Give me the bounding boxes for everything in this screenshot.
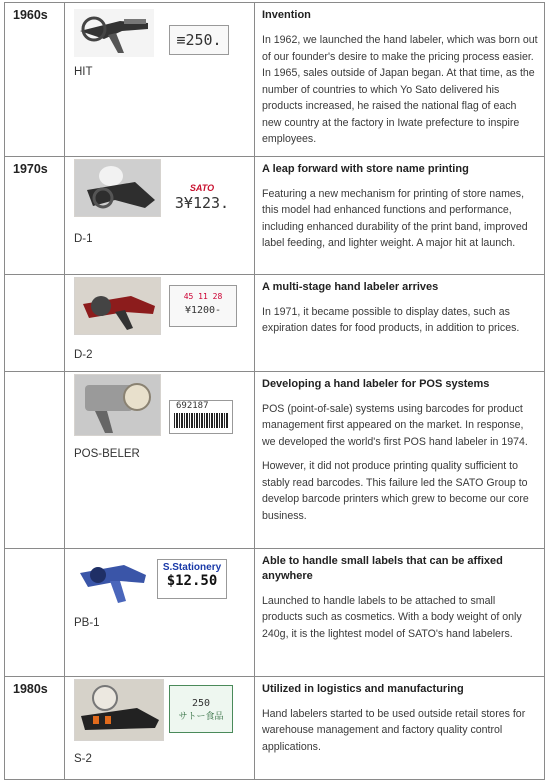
labeler-photo-pos-beler [74, 374, 161, 436]
row-paragraph: In 1971, it became possible to display dates, such as expiration dates for food products, in addition to prices. [262, 305, 520, 334]
label-sample-d1: SATO 3¥123. [169, 183, 235, 217]
model-name: PB-1 [74, 616, 100, 629]
label-sample-hit: ≡250. [169, 25, 229, 55]
decade-cell [5, 548, 65, 676]
labeler-photo-hit [74, 9, 154, 57]
barcode-icon [174, 413, 228, 428]
model-cell [65, 156, 255, 274]
decade-cell [5, 274, 65, 371]
row-paragraph: Launched to handle labels to be attached to small products such as cosmetics. With a body weight of only 240g, it is the lightest model of SATO's hand labelers. [262, 594, 522, 640]
row-paragraph: However, it did not produce printing quality sufficient to stably read barcodes. This failure led the SATO Group to develop barcode printers which grew to become our core business. [262, 460, 529, 522]
model-cell [65, 3, 255, 157]
hand-labeler-icon [74, 9, 154, 57]
description-cell [255, 274, 545, 371]
decade-cell: 1980s [5, 676, 65, 779]
labeler-photo-d2 [74, 277, 161, 335]
description-cell [255, 548, 545, 676]
model-name: S-2 [74, 752, 92, 765]
model-name: HIT [74, 66, 93, 78]
table-row [5, 274, 545, 371]
hand-labeler-icon [74, 553, 159, 607]
model-name: POS-BELER [74, 447, 140, 460]
row-title: Invention [262, 9, 311, 21]
table-row [5, 548, 545, 676]
decade-cell [5, 371, 65, 548]
table-row [5, 3, 545, 157]
model-name: D-2 [74, 348, 93, 361]
model-cell [65, 548, 255, 676]
table-row [5, 371, 545, 548]
label-sample-d2: 45 11 28 ¥1200- [169, 285, 237, 327]
model-cell [65, 274, 255, 371]
decade-cell: 1960s [5, 3, 65, 157]
model-cell [65, 371, 255, 548]
history-table [4, 2, 545, 780]
description-cell [255, 676, 545, 779]
row-paragraph: POS (point-of-sale) systems using barcodes for product management first appeared on the market. In response, we developed the world's first POS hand labeler in 1974. [262, 402, 528, 448]
hand-labeler-icon [75, 375, 160, 435]
label-sample-s2: 250 サトー食品 [169, 685, 233, 733]
row-title: Developing a hand labeler for POS systems [262, 377, 490, 390]
table-row [5, 156, 545, 274]
table-row [5, 676, 545, 779]
label-sample-pb1: S.Stationery $12.50 [157, 559, 227, 599]
hand-labeler-icon [75, 278, 160, 334]
description-cell [255, 3, 545, 157]
row-title: A leap forward with store name printing [262, 162, 469, 175]
labeler-photo-pb1 [74, 553, 159, 607]
hand-labeler-icon [75, 680, 163, 740]
decade-cell: 1970s [5, 156, 65, 274]
labeler-photo-d1 [74, 159, 161, 217]
hand-labeler-icon [75, 160, 160, 216]
description-cell [255, 371, 545, 548]
labeler-photo-s2 [74, 679, 164, 741]
row-paragraph: Hand labelers started to be used outside retail stores for warehouse management and factory quality control applications. [262, 707, 526, 753]
label-sample-pos-beler: 692187 [169, 400, 233, 434]
model-cell [65, 676, 255, 779]
row-paragraph: In 1962, we launched the hand labeler, which was born out of our founder's desire to make the pricing process easier. In 1965, sales outside of Japan began. At that time, as the number of countries to which Yo Sato delivered his products increased, he raised the national flag of each new country at the factory in Iwate prefecture to inspire employees. [262, 34, 538, 145]
model-name: D-1 [74, 232, 93, 245]
row-title: Utilized in logistics and manufacturing [262, 682, 464, 695]
description-cell [255, 156, 545, 274]
row-title: Able to handle small labels that can be affixed anywhere [262, 554, 503, 582]
row-title: A multi-stage hand labeler arrives [262, 280, 439, 293]
row-paragraph: Featuring a new mechanism for printing of store names, this model had enhanced functions and performance, including enhanced durability of the print band, improved label feeding, and lighter weight. A major hit at launch. [262, 187, 528, 249]
